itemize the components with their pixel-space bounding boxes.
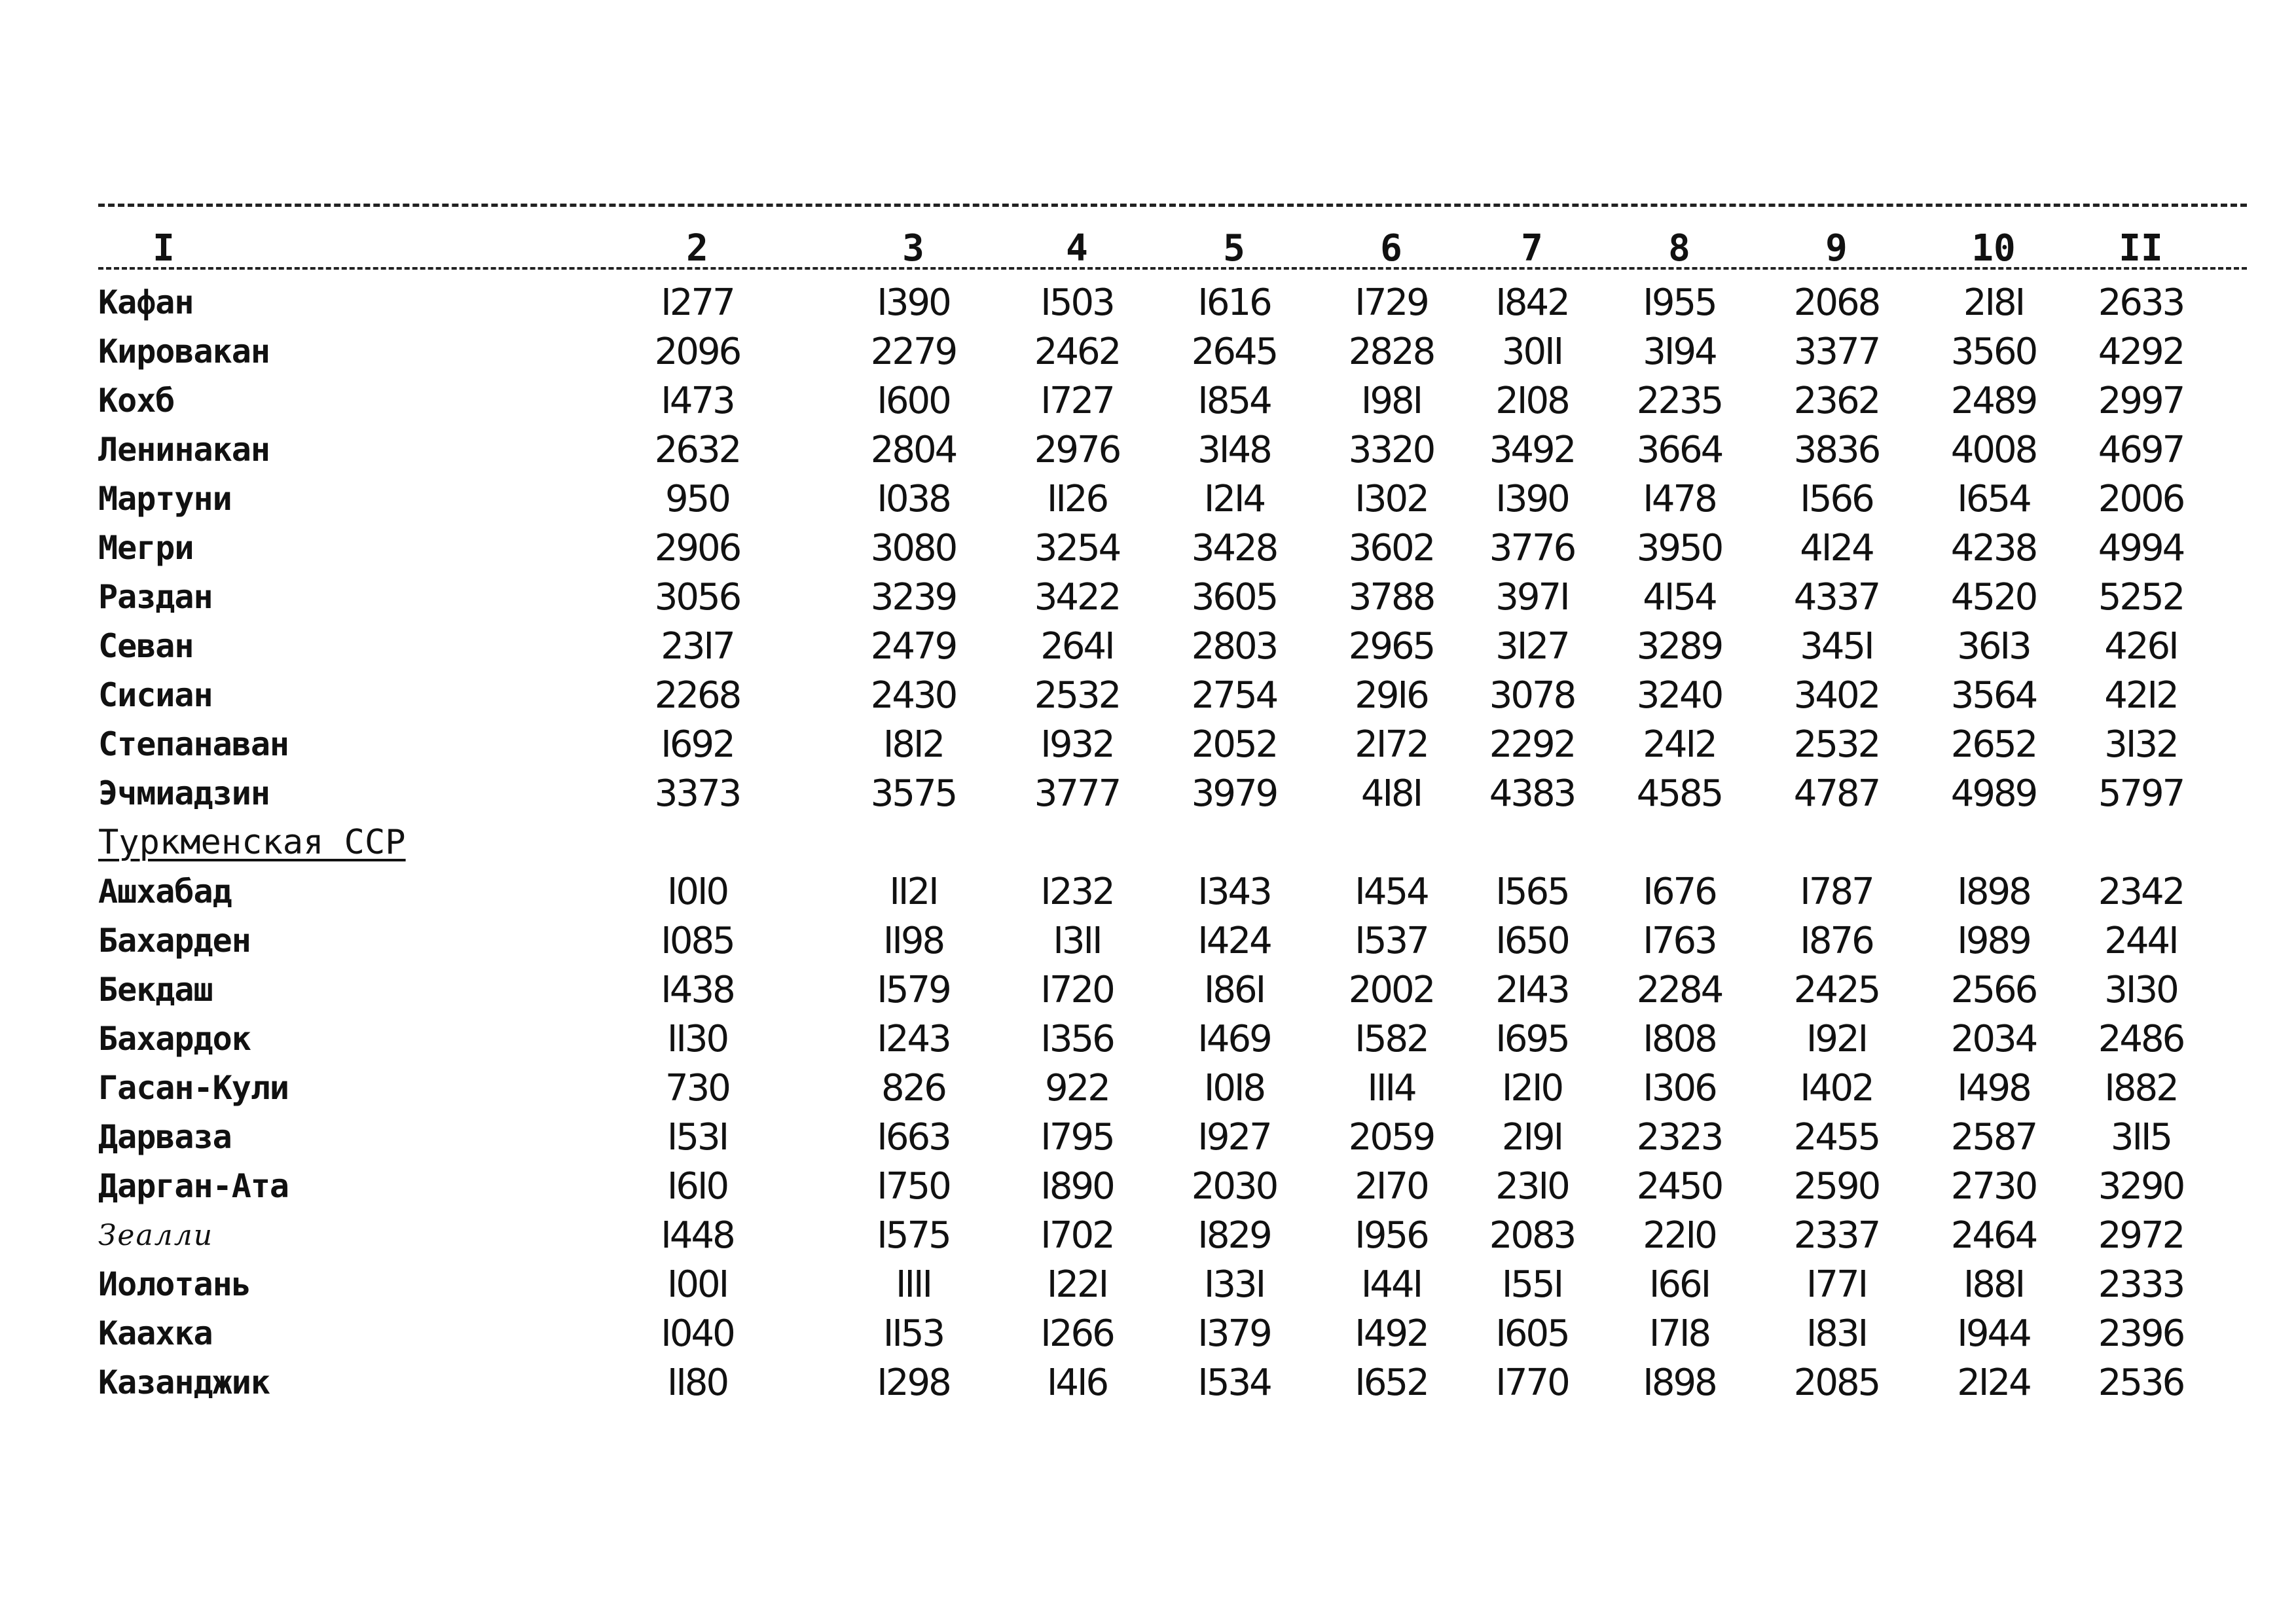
value-cell-col-2: 730 — [665, 1067, 729, 1110]
city-name: Мартуни — [98, 480, 232, 518]
value-cell-col-4: I795 — [1040, 1116, 1114, 1159]
value-cell-col-3: 2479 — [870, 625, 957, 668]
section-row — [98, 818, 2247, 867]
column-header-8: 8 — [1668, 227, 1690, 270]
city-name: Гасан-Кули — [98, 1069, 289, 1107]
value-cell-col-3: II2I — [889, 871, 938, 913]
value-cell-col-10: 3560 — [1950, 331, 2037, 373]
value-cell-col-6: 2I70 — [1355, 1165, 1428, 1208]
value-cell-col-3: IIII — [895, 1263, 932, 1306]
value-cell-col-5: I616 — [1197, 281, 1271, 324]
value-cell-col-4: I266 — [1040, 1312, 1114, 1355]
value-cell-col-6: I956 — [1355, 1214, 1428, 1257]
value-cell-col-7: 3776 — [1489, 527, 1575, 569]
value-cell-col-5: I469 — [1197, 1018, 1271, 1060]
value-cell-col-3: I038 — [877, 478, 950, 520]
city-name: Эчмиадзин — [98, 774, 270, 812]
value-cell-col-8: I955 — [1643, 281, 1716, 324]
value-cell-col-8: 3240 — [1636, 674, 1722, 717]
column-header-9: 9 — [1825, 227, 1848, 270]
value-cell-col-9: 3402 — [1793, 674, 1880, 717]
value-cell-col-10: 4008 — [1950, 429, 2037, 471]
value-cell-col-3: 2804 — [870, 429, 957, 471]
value-cell-col-11: 2972 — [2098, 1214, 2184, 1257]
value-cell-col-11: 244I — [2104, 920, 2178, 962]
value-cell-col-4: 2532 — [1034, 674, 1120, 717]
value-cell-col-3: II53 — [883, 1312, 944, 1355]
value-cell-col-10: 2587 — [1950, 1116, 2037, 1159]
value-cell-col-8: I7I8 — [1649, 1312, 1710, 1355]
value-cell-col-8: 3664 — [1636, 429, 1722, 471]
value-cell-col-9: 4337 — [1793, 576, 1880, 619]
value-cell-col-5: I829 — [1197, 1214, 1271, 1257]
value-cell-col-8: I676 — [1643, 871, 1716, 913]
column-header-2: 2 — [686, 227, 708, 270]
value-cell-col-3: I298 — [877, 1362, 950, 1404]
value-cell-col-7: 397I — [1495, 576, 1569, 619]
value-cell-col-2: 2096 — [654, 331, 740, 373]
value-cell-col-2: II80 — [666, 1362, 728, 1404]
value-cell-col-10: I654 — [1957, 478, 2030, 520]
value-cell-col-7: I565 — [1495, 871, 1569, 913]
value-cell-col-4: I720 — [1040, 969, 1114, 1011]
value-cell-col-7: I695 — [1495, 1018, 1569, 1060]
value-cell-col-10: 36I3 — [1957, 625, 2030, 668]
value-cell-col-10: I944 — [1957, 1312, 2030, 1355]
value-cell-col-2: 2268 — [654, 674, 740, 717]
table-row — [98, 327, 2247, 376]
table-row — [98, 475, 2247, 524]
city-name: Севан — [98, 627, 194, 665]
value-cell-col-10: 2652 — [1950, 723, 2037, 766]
column-header-10: 10 — [1971, 227, 2016, 270]
value-cell-col-6: 3602 — [1348, 527, 1434, 569]
value-cell-col-4: 3422 — [1034, 576, 1120, 619]
value-cell-col-5: I343 — [1197, 871, 1271, 913]
value-cell-col-4: I232 — [1040, 871, 1114, 913]
city-name: Иолотань — [98, 1265, 251, 1303]
value-cell-col-7: I2I0 — [1501, 1067, 1563, 1110]
value-cell-col-7: I605 — [1495, 1312, 1569, 1355]
value-cell-col-5: 2645 — [1191, 331, 1277, 373]
value-cell-col-6: 4I8I — [1360, 772, 1422, 815]
value-cell-col-8: 2450 — [1636, 1165, 1722, 1208]
value-cell-col-5: I424 — [1197, 920, 1271, 962]
value-cell-col-4: I4I6 — [1046, 1362, 1108, 1404]
value-cell-col-5: I854 — [1197, 380, 1271, 422]
value-cell-col-2: I277 — [661, 281, 734, 324]
table-row — [98, 965, 2247, 1015]
value-cell-col-10: 2566 — [1950, 969, 2037, 1011]
column-header-3: 3 — [902, 227, 924, 270]
value-cell-col-6: I302 — [1355, 478, 1428, 520]
value-cell-col-8: I306 — [1643, 1067, 1716, 1110]
value-cell-col-11: 2396 — [2098, 1312, 2184, 1355]
table-row — [98, 720, 2247, 769]
value-cell-col-7: 2I43 — [1495, 969, 1569, 1011]
value-cell-col-10: 2I24 — [1957, 1362, 2030, 1404]
value-cell-col-8: 3950 — [1636, 527, 1722, 569]
table-row — [98, 1260, 2247, 1309]
value-cell-col-3: I663 — [877, 1116, 950, 1159]
value-cell-col-2: 2906 — [654, 527, 740, 569]
value-cell-col-6: I652 — [1355, 1362, 1428, 1404]
column-header-6: 6 — [1380, 227, 1402, 270]
value-cell-col-4: 2462 — [1034, 331, 1120, 373]
value-cell-col-11: 42I2 — [2104, 674, 2178, 717]
value-cell-col-3: I243 — [877, 1018, 950, 1060]
table-row — [98, 622, 2247, 671]
value-cell-col-9: I402 — [1800, 1067, 1873, 1110]
value-cell-col-2: 950 — [665, 478, 729, 520]
value-cell-col-4: 264I — [1040, 625, 1114, 668]
city-name: Бахарден — [98, 922, 251, 960]
value-cell-col-8: 2284 — [1636, 969, 1722, 1011]
value-cell-col-6: 2I72 — [1355, 723, 1428, 766]
header-dashed-rule — [98, 267, 2247, 270]
value-cell-col-3: 3575 — [870, 772, 957, 815]
value-cell-col-9: 2455 — [1793, 1116, 1880, 1159]
value-cell-col-7: 2083 — [1489, 1214, 1575, 1257]
value-cell-col-2: 2632 — [654, 429, 740, 471]
value-cell-col-4: I22I — [1046, 1263, 1108, 1306]
value-cell-col-11: 426I — [2104, 625, 2178, 668]
value-cell-col-5: I86I — [1203, 969, 1265, 1011]
value-cell-col-5: I927 — [1197, 1116, 1271, 1159]
table-row — [98, 671, 2247, 720]
value-cell-col-3: 2279 — [870, 331, 957, 373]
value-cell-col-7: I390 — [1495, 478, 1569, 520]
value-cell-col-2: I085 — [661, 920, 734, 962]
value-cell-col-2: II30 — [666, 1018, 728, 1060]
value-cell-col-7: 3I27 — [1495, 625, 1569, 668]
value-cell-col-6: 2965 — [1348, 625, 1434, 668]
value-cell-col-4: 922 — [1045, 1067, 1109, 1110]
city-name: Кафан — [98, 283, 194, 321]
value-cell-col-4: II26 — [1046, 478, 1108, 520]
section-title: Туркменская ССР — [98, 823, 406, 862]
value-cell-col-3: I579 — [877, 969, 950, 1011]
value-cell-col-7: I650 — [1495, 920, 1569, 962]
value-cell-col-2: 3056 — [654, 576, 740, 619]
value-cell-col-2: I6I0 — [666, 1165, 728, 1208]
value-cell-col-6: I492 — [1355, 1312, 1428, 1355]
table-row — [98, 573, 2247, 622]
value-cell-col-10: I898 — [1957, 871, 2030, 913]
value-cell-col-6: I537 — [1355, 920, 1428, 962]
value-cell-col-7: 2292 — [1489, 723, 1575, 766]
city-name: Каахка — [98, 1314, 213, 1352]
value-cell-col-7: I842 — [1495, 281, 1569, 324]
value-cell-col-5: I534 — [1197, 1362, 1271, 1404]
value-cell-col-8: 22I0 — [1643, 1214, 1716, 1257]
value-cell-col-10: I498 — [1957, 1067, 2030, 1110]
value-cell-col-7: I55I — [1501, 1263, 1563, 1306]
table-row — [98, 916, 2247, 965]
table-row — [98, 1015, 2247, 1064]
value-cell-col-10: 4238 — [1950, 527, 2037, 569]
city-name: Мегри — [98, 529, 194, 567]
value-cell-col-11: 4697 — [2098, 429, 2184, 471]
value-cell-col-8: 2323 — [1636, 1116, 1722, 1159]
value-cell-col-2: 23I7 — [661, 625, 734, 668]
value-cell-col-6: I44I — [1360, 1263, 1422, 1306]
column-header-7: 7 — [1521, 227, 1543, 270]
value-cell-col-5: I33I — [1203, 1263, 1265, 1306]
value-cell-col-5: 2803 — [1191, 625, 1277, 668]
value-cell-col-11: 2536 — [2098, 1362, 2184, 1404]
value-cell-col-7: I770 — [1495, 1362, 1569, 1404]
value-cell-col-6: 2002 — [1348, 969, 1434, 1011]
value-cell-col-3: 3080 — [870, 527, 957, 569]
value-cell-col-4: I356 — [1040, 1018, 1114, 1060]
value-cell-col-8: 24I2 — [1643, 723, 1716, 766]
value-cell-col-2: I00I — [666, 1263, 728, 1306]
city-name: Сисиан — [98, 676, 213, 714]
table-row — [98, 1064, 2247, 1113]
value-cell-col-6: III4 — [1367, 1067, 1415, 1110]
value-cell-col-8: I763 — [1643, 920, 1716, 962]
value-cell-col-5: I379 — [1197, 1312, 1271, 1355]
value-cell-col-9: 4787 — [1793, 772, 1880, 815]
value-cell-col-7: 3492 — [1489, 429, 1575, 471]
value-cell-col-3: I390 — [877, 281, 950, 324]
value-cell-col-11: 4292 — [2098, 331, 2184, 373]
value-cell-col-4: I727 — [1040, 380, 1114, 422]
value-cell-col-11: 3I30 — [2104, 969, 2178, 1011]
value-cell-col-4: I3II — [1053, 920, 1101, 962]
value-cell-col-10: 2489 — [1950, 380, 2037, 422]
value-cell-col-8: I808 — [1643, 1018, 1716, 1060]
city-name: Дарган-Ата — [98, 1167, 289, 1205]
value-cell-col-4: I702 — [1040, 1214, 1114, 1257]
city-name: Дарваза — [98, 1118, 232, 1156]
table-row — [98, 376, 2247, 425]
value-cell-col-4: 2976 — [1034, 429, 1120, 471]
city-name: Раздан — [98, 578, 213, 616]
value-cell-col-9: I77I — [1806, 1263, 1867, 1306]
table-row — [98, 1113, 2247, 1162]
value-cell-col-11: 2633 — [2098, 281, 2184, 324]
value-cell-col-9: 2425 — [1793, 969, 1880, 1011]
value-cell-col-8: 4585 — [1636, 772, 1722, 815]
value-cell-col-10: 2730 — [1950, 1165, 2037, 1208]
value-cell-col-11: 2342 — [2098, 871, 2184, 913]
value-cell-col-5: 2030 — [1191, 1165, 1277, 1208]
value-cell-col-8: 3I94 — [1643, 331, 1716, 373]
value-cell-col-9: 2532 — [1793, 723, 1880, 766]
value-cell-col-9: 3377 — [1793, 331, 1880, 373]
value-cell-col-2: I0I0 — [666, 871, 728, 913]
city-name: Кировакан — [98, 333, 270, 370]
value-cell-col-2: 3373 — [654, 772, 740, 815]
value-cell-col-7: 3078 — [1489, 674, 1575, 717]
value-cell-col-8: I66I — [1649, 1263, 1710, 1306]
value-cell-col-3: I750 — [877, 1165, 950, 1208]
city-name: Казанджик — [98, 1363, 270, 1401]
data-table-body — [98, 278, 2247, 1407]
value-cell-col-10: I88I — [1963, 1263, 2024, 1306]
city-name: Бекдаш — [98, 971, 213, 1009]
value-cell-col-11: 3I32 — [2104, 723, 2178, 766]
value-cell-col-4: 3777 — [1034, 772, 1120, 815]
value-cell-col-5: 3605 — [1191, 576, 1277, 619]
value-cell-col-8: 2235 — [1636, 380, 1722, 422]
value-cell-col-6: I454 — [1355, 871, 1428, 913]
column-header-1: I — [153, 227, 175, 270]
value-cell-col-11: 3290 — [2098, 1165, 2184, 1208]
value-cell-col-2: I438 — [661, 969, 734, 1011]
value-cell-col-6: I729 — [1355, 281, 1428, 324]
city-name: Зеалли — [98, 1219, 214, 1252]
value-cell-col-4: 3254 — [1034, 527, 1120, 569]
value-cell-col-9: 2362 — [1793, 380, 1880, 422]
value-cell-col-5: I0I8 — [1203, 1067, 1265, 1110]
city-name: Бахардок — [98, 1020, 251, 1058]
value-cell-col-5: 2754 — [1191, 674, 1277, 717]
value-cell-col-4: I890 — [1040, 1165, 1114, 1208]
city-name: Ленинакан — [98, 431, 270, 469]
value-cell-col-2: I473 — [661, 380, 734, 422]
city-name: Степанаван — [98, 725, 289, 763]
value-cell-col-9: 2337 — [1793, 1214, 1880, 1257]
value-cell-col-5: 3428 — [1191, 527, 1277, 569]
value-cell-col-3: 2430 — [870, 674, 957, 717]
value-cell-col-8: 4I54 — [1643, 576, 1716, 619]
city-name: Ашхабад — [98, 873, 232, 911]
value-cell-col-7: 2I08 — [1495, 380, 1569, 422]
value-cell-col-10: 2464 — [1950, 1214, 2037, 1257]
value-cell-col-7: 4383 — [1489, 772, 1575, 815]
value-cell-col-8: 3289 — [1636, 625, 1722, 668]
value-cell-col-4: I503 — [1040, 281, 1114, 324]
value-cell-col-11: 2997 — [2098, 380, 2184, 422]
table-row — [98, 769, 2247, 818]
value-cell-col-10: 2034 — [1950, 1018, 2037, 1060]
value-cell-col-9: 2590 — [1793, 1165, 1880, 1208]
value-cell-col-11: 5797 — [2098, 772, 2184, 815]
value-cell-col-11: 2486 — [2098, 1018, 2184, 1060]
value-cell-col-10: I989 — [1957, 920, 2030, 962]
value-cell-col-7: 23I0 — [1495, 1165, 1569, 1208]
value-cell-col-3: 826 — [881, 1067, 945, 1110]
value-cell-col-2: I040 — [661, 1312, 734, 1355]
column-header-11: II — [2119, 227, 2163, 270]
table-row — [98, 1211, 2247, 1260]
value-cell-col-3: I600 — [877, 380, 950, 422]
value-cell-col-5: 3979 — [1191, 772, 1277, 815]
value-cell-col-9: 4I24 — [1800, 527, 1873, 569]
table-row — [98, 425, 2247, 475]
top-dashed-rule — [98, 204, 2247, 207]
value-cell-col-9: 2068 — [1793, 281, 1880, 324]
value-cell-col-9: I83I — [1806, 1312, 1867, 1355]
table-row — [98, 1358, 2247, 1407]
value-cell-col-9: I787 — [1800, 871, 1873, 913]
value-cell-col-6: 29I6 — [1355, 674, 1428, 717]
value-cell-col-5: I2I4 — [1203, 478, 1265, 520]
value-cell-col-11: 3II5 — [2110, 1116, 2172, 1159]
value-cell-col-3: I8I2 — [883, 723, 944, 766]
value-cell-col-7: 2I9I — [1501, 1116, 1563, 1159]
value-cell-col-5: 2052 — [1191, 723, 1277, 766]
value-cell-col-11: I882 — [2104, 1067, 2178, 1110]
value-cell-col-8: I478 — [1643, 478, 1716, 520]
table-row — [98, 278, 2247, 327]
value-cell-col-8: I898 — [1643, 1362, 1716, 1404]
value-cell-col-3: I575 — [877, 1214, 950, 1257]
value-cell-col-3: II98 — [883, 920, 944, 962]
value-cell-col-6: I582 — [1355, 1018, 1428, 1060]
column-header-5: 5 — [1223, 227, 1245, 270]
value-cell-col-11: 5252 — [2098, 576, 2184, 619]
value-cell-col-2: I692 — [661, 723, 734, 766]
value-cell-col-6: 3788 — [1348, 576, 1434, 619]
value-cell-col-3: 3239 — [870, 576, 957, 619]
value-cell-col-7: 30II — [1501, 331, 1563, 373]
value-cell-col-9: 3836 — [1793, 429, 1880, 471]
table-row — [98, 1309, 2247, 1358]
column-header-4: 4 — [1066, 227, 1088, 270]
value-cell-col-10: 2I8I — [1963, 281, 2024, 324]
value-cell-col-9: 2085 — [1793, 1362, 1880, 1404]
value-cell-col-9: 345I — [1800, 625, 1873, 668]
value-cell-col-9: I876 — [1800, 920, 1873, 962]
city-name: Кохб — [98, 382, 175, 420]
value-cell-col-6: I98I — [1360, 380, 1422, 422]
value-cell-col-2: I53I — [666, 1116, 728, 1159]
value-cell-col-2: I448 — [661, 1214, 734, 1257]
table-row — [98, 1162, 2247, 1211]
value-cell-col-6: 3320 — [1348, 429, 1434, 471]
value-cell-col-10: 4520 — [1950, 576, 2037, 619]
value-cell-col-4: I932 — [1040, 723, 1114, 766]
value-cell-col-10: 4989 — [1950, 772, 2037, 815]
value-cell-col-6: 2828 — [1348, 331, 1434, 373]
column-header-row — [98, 229, 2247, 268]
value-cell-col-9: I92I — [1806, 1018, 1867, 1060]
table-row — [98, 524, 2247, 573]
value-cell-col-6: 2059 — [1348, 1116, 1434, 1159]
value-cell-col-5: 3I48 — [1197, 429, 1271, 471]
value-cell-col-11: 2333 — [2098, 1263, 2184, 1306]
value-cell-col-11: 4994 — [2098, 527, 2184, 569]
value-cell-col-9: I566 — [1800, 478, 1873, 520]
table-row — [98, 867, 2247, 916]
value-cell-col-11: 2006 — [2098, 478, 2184, 520]
value-cell-col-10: 3564 — [1950, 674, 2037, 717]
